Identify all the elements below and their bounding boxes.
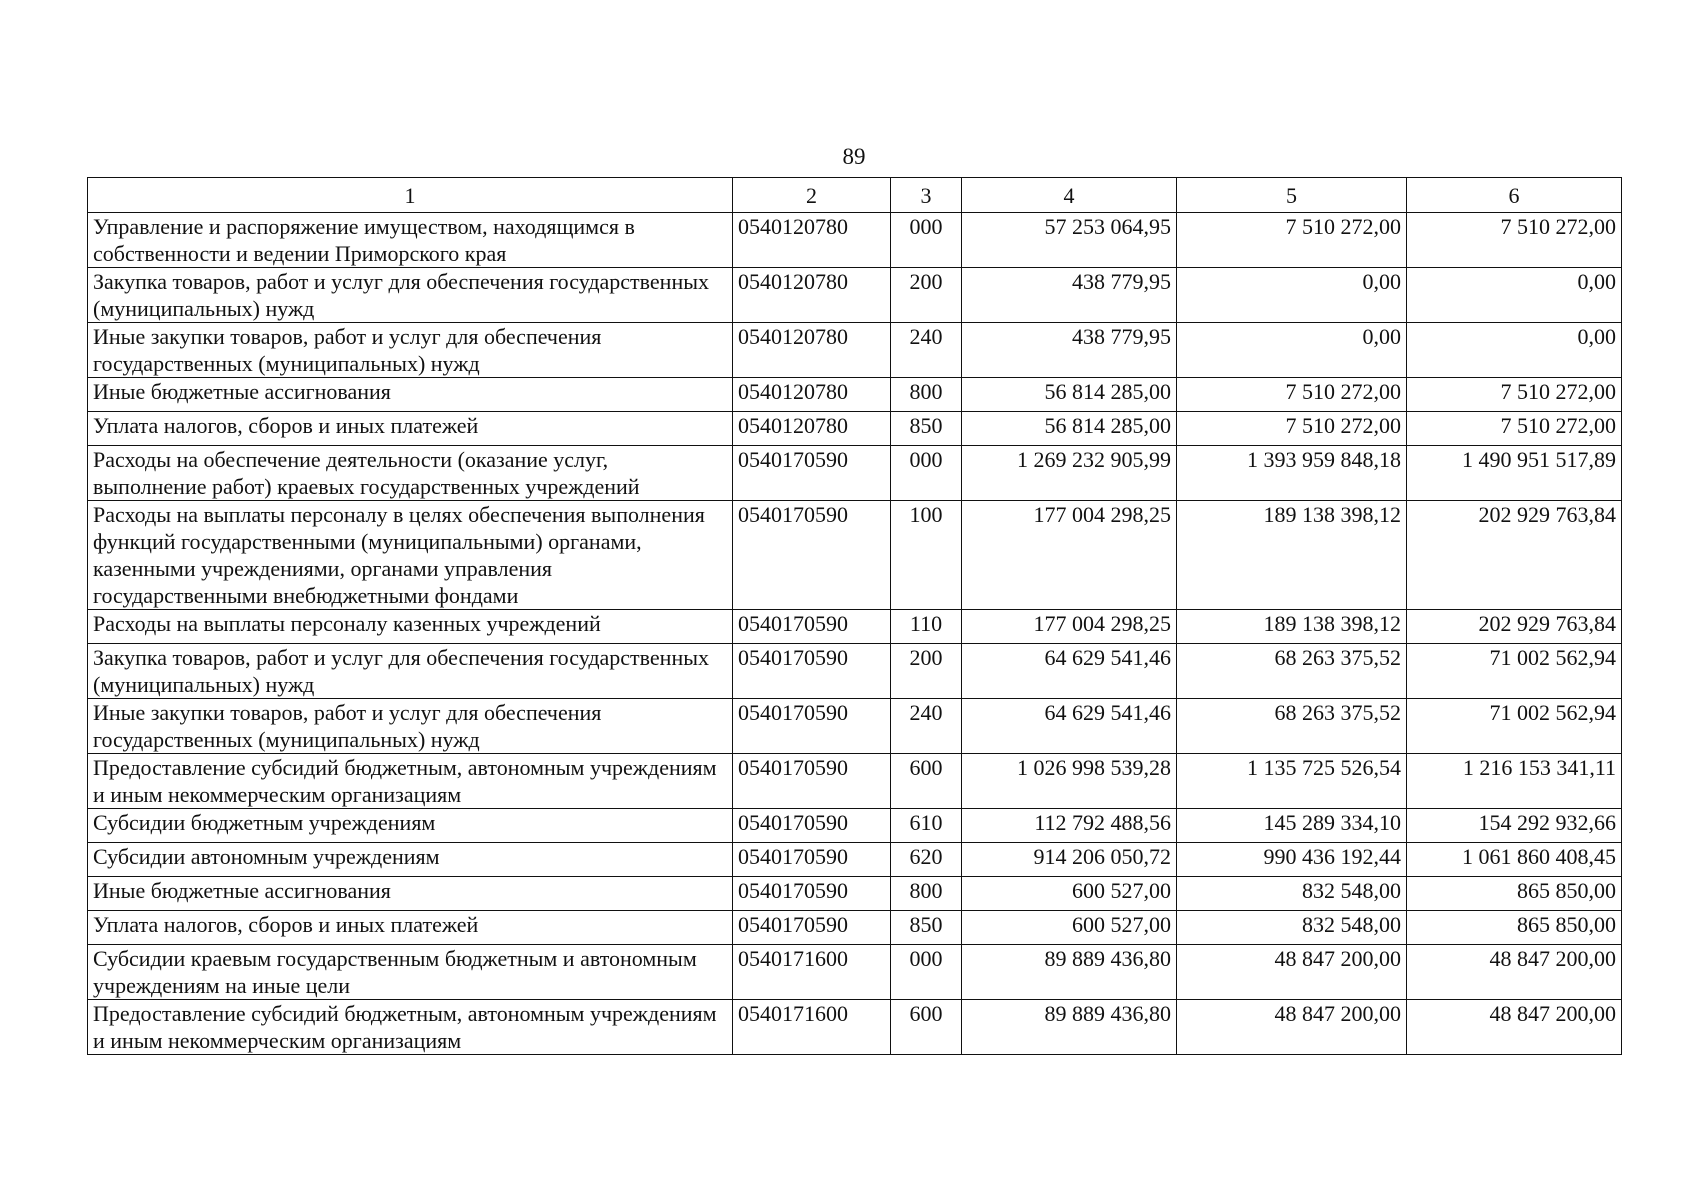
row-name: Уплата налогов, сборов и иных платежей [88,412,733,446]
row-name: Иные закупки товаров, работ и услуг для обеспечения государственных (муниципальных) нужд [88,699,733,754]
table-row [88,754,1622,809]
row-value-4: 57 253 064,95 [962,213,1177,268]
table-row [88,843,1622,877]
row-value-5: 189 138 398,12 [1177,501,1407,610]
row-name: Предоставление субсидий бюджетным, автономным учреждениям и иным некоммерческим организациям [88,754,733,809]
row-code: 0540170590 [733,644,891,699]
column-header: 1 [88,178,733,213]
column-header: 2 [733,178,891,213]
row-value-4: 177 004 298,25 [962,501,1177,610]
row-name: Предоставление субсидий бюджетным, автономным учреждениям и иным некоммерческим организациям [88,1000,733,1055]
row-value-4: 1 269 232 905,99 [962,446,1177,501]
table-row [88,501,1622,610]
row-value-4: 177 004 298,25 [962,610,1177,644]
row-value-6: 71 002 562,94 [1407,644,1622,699]
row-type: 100 [891,501,962,610]
row-name: Субсидии бюджетным учреждениям [88,809,733,843]
row-value-6: 202 929 763,84 [1407,501,1622,610]
table-row [88,644,1622,699]
row-code: 0540170590 [733,610,891,644]
row-code: 0540120780 [733,268,891,323]
row-value-4: 438 779,95 [962,323,1177,378]
table-header-row [88,178,1622,213]
table-row [88,911,1622,945]
row-code: 0540170590 [733,809,891,843]
row-value-5: 145 289 334,10 [1177,809,1407,843]
row-value-4: 112 792 488,56 [962,809,1177,843]
row-value-4: 1 026 998 539,28 [962,754,1177,809]
row-type: 800 [891,877,962,911]
row-value-4: 56 814 285,00 [962,378,1177,412]
table-row [88,699,1622,754]
table-row [88,378,1622,412]
row-code: 0540170590 [733,911,891,945]
row-type: 240 [891,699,962,754]
row-value-6: 202 929 763,84 [1407,610,1622,644]
row-value-5: 7 510 272,00 [1177,378,1407,412]
row-type: 000 [891,213,962,268]
column-header: 3 [891,178,962,213]
row-name: Субсидии автономным учреждениям [88,843,733,877]
row-value-4: 89 889 436,80 [962,1000,1177,1055]
table-row [88,945,1622,1000]
row-value-6: 865 850,00 [1407,911,1622,945]
row-value-4: 64 629 541,46 [962,644,1177,699]
row-value-4: 64 629 541,46 [962,699,1177,754]
row-value-6: 48 847 200,00 [1407,945,1622,1000]
row-value-5: 68 263 375,52 [1177,699,1407,754]
row-name: Расходы на обеспечение деятельности (оказание услуг, выполнение работ) краевых государственных учреждений [88,446,733,501]
row-value-4: 56 814 285,00 [962,412,1177,446]
row-value-4: 600 527,00 [962,911,1177,945]
row-code: 0540170590 [733,501,891,610]
row-value-6: 0,00 [1407,268,1622,323]
table-row [88,213,1622,268]
row-value-5: 0,00 [1177,268,1407,323]
row-type: 000 [891,446,962,501]
table-row [88,877,1622,911]
row-type: 600 [891,1000,962,1055]
row-code: 0540120780 [733,213,891,268]
row-type: 240 [891,323,962,378]
row-value-4: 600 527,00 [962,877,1177,911]
row-value-6: 0,00 [1407,323,1622,378]
row-value-6: 865 850,00 [1407,877,1622,911]
row-value-5: 990 436 192,44 [1177,843,1407,877]
row-name: Закупка товаров, работ и услуг для обеспечения государственных (муниципальных) нужд [88,268,733,323]
column-header: 4 [962,178,1177,213]
row-type: 200 [891,644,962,699]
row-value-5: 48 847 200,00 [1177,1000,1407,1055]
row-value-6: 7 510 272,00 [1407,412,1622,446]
row-type: 800 [891,378,962,412]
row-type: 110 [891,610,962,644]
row-value-4: 914 206 050,72 [962,843,1177,877]
row-code: 0540170590 [733,877,891,911]
row-value-6: 1 061 860 408,45 [1407,843,1622,877]
row-name: Закупка товаров, работ и услуг для обеспечения государственных (муниципальных) нужд [88,644,733,699]
row-value-6: 71 002 562,94 [1407,699,1622,754]
row-value-6: 154 292 932,66 [1407,809,1622,843]
row-name: Уплата налогов, сборов и иных платежей [88,911,733,945]
row-type: 200 [891,268,962,323]
row-value-6: 7 510 272,00 [1407,213,1622,268]
column-header: 6 [1407,178,1622,213]
row-code: 0540120780 [733,323,891,378]
table-row [88,323,1622,378]
table-row [88,268,1622,323]
row-value-5: 0,00 [1177,323,1407,378]
row-type: 850 [891,911,962,945]
row-code: 0540120780 [733,378,891,412]
row-name: Расходы на выплаты персоналу в целях обеспечения выполнения функций государственными (муниципальными) органами, казенными учреждениями, органами управления государственными внебюджетными фондами [88,501,733,610]
row-value-5: 68 263 375,52 [1177,644,1407,699]
row-type: 600 [891,754,962,809]
table-row [88,412,1622,446]
table-row [88,809,1622,843]
row-value-6: 48 847 200,00 [1407,1000,1622,1055]
row-code: 0540170590 [733,843,891,877]
row-code: 0540170590 [733,699,891,754]
row-value-6: 1 490 951 517,89 [1407,446,1622,501]
column-header: 5 [1177,178,1407,213]
row-name: Субсидии краевым государственным бюджетным и автономным учреждениям на иные цели [88,945,733,1000]
row-name: Иные закупки товаров, работ и услуг для обеспечения государственных (муниципальных) нужд [88,323,733,378]
row-value-5: 189 138 398,12 [1177,610,1407,644]
row-value-5: 832 548,00 [1177,911,1407,945]
table-row [88,610,1622,644]
row-type: 620 [891,843,962,877]
row-code: 0540171600 [733,945,891,1000]
row-type: 000 [891,945,962,1000]
row-name: Расходы на выплаты персоналу казенных учреждений [88,610,733,644]
row-name: Иные бюджетные ассигнования [88,877,733,911]
row-code: 0540120780 [733,412,891,446]
row-value-5: 7 510 272,00 [1177,213,1407,268]
row-value-4: 438 779,95 [962,268,1177,323]
row-type: 610 [891,809,962,843]
row-code: 0540170590 [733,446,891,501]
table-row [88,1000,1622,1055]
row-name: Управление и распоряжение имуществом, находящимся в собственности и ведении Приморского края [88,213,733,268]
row-type: 850 [891,412,962,446]
row-value-4: 89 889 436,80 [962,945,1177,1000]
row-value-6: 1 216 153 341,11 [1407,754,1622,809]
row-code: 0540171600 [733,1000,891,1055]
row-value-5: 832 548,00 [1177,877,1407,911]
budget-table [87,177,1622,1055]
row-value-6: 7 510 272,00 [1407,378,1622,412]
row-value-5: 1 135 725 526,54 [1177,754,1407,809]
row-code: 0540170590 [733,754,891,809]
row-value-5: 7 510 272,00 [1177,412,1407,446]
table-row [88,446,1622,501]
row-name: Иные бюджетные ассигнования [88,378,733,412]
row-value-5: 1 393 959 848,18 [1177,446,1407,501]
row-value-5: 48 847 200,00 [1177,945,1407,1000]
page-number: 89 [842,144,866,169]
